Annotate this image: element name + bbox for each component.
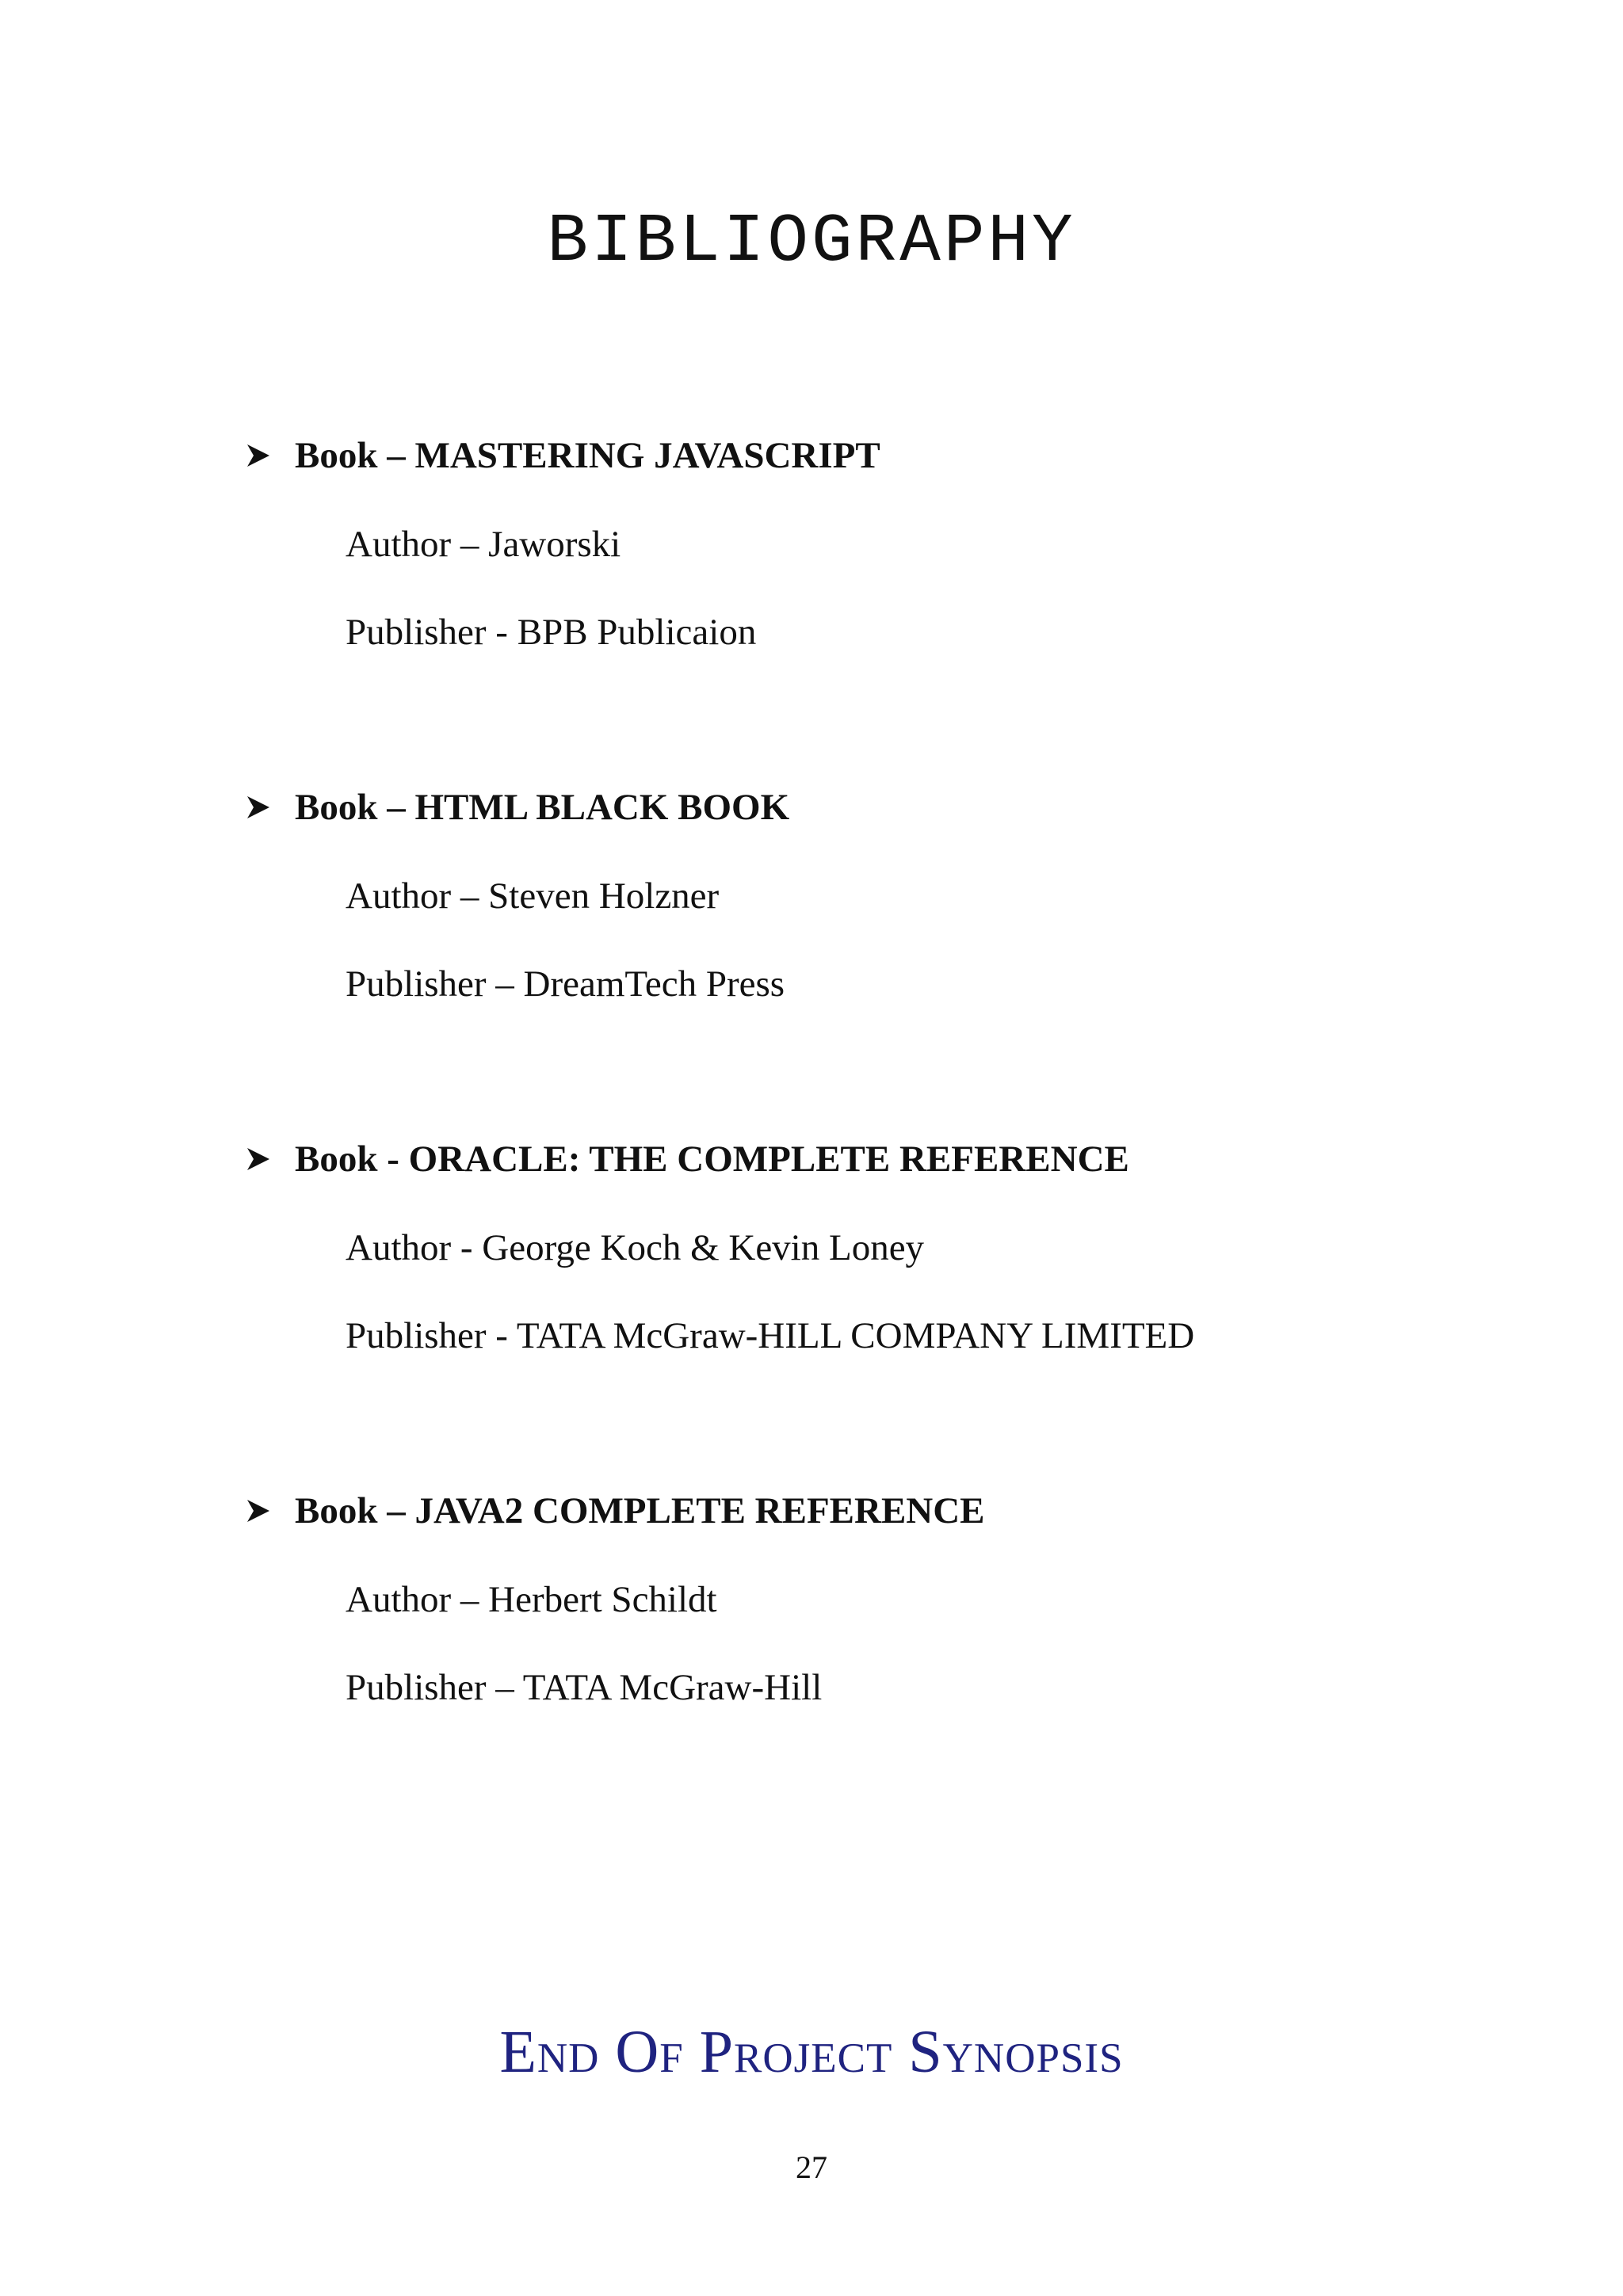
bibliography-entry	[244, 1487, 1512, 1711]
entry-heading	[244, 1487, 1512, 1535]
arrow-bullet-icon	[244, 441, 273, 470]
bibliography-entry	[244, 1135, 1512, 1360]
book-publisher: Publisher – DreamTech Press	[346, 963, 785, 1005]
book-title: Book – MASTERING JAVASCRIPT	[295, 434, 880, 476]
entry-heading	[244, 1135, 1512, 1183]
book-title: Book - ORACLE: THE COMPLETE REFERENCE	[295, 1138, 1129, 1180]
book-author: Author – Jaworski	[346, 523, 621, 565]
arrow-bullet-icon	[244, 1145, 273, 1173]
book-publisher: Publisher - TATA McGraw-HILL COMPANY LIMITED	[346, 1314, 1195, 1356]
entry-heading	[244, 432, 1512, 479]
bibliography-entry	[244, 784, 1512, 1008]
arrow-bullet-icon	[244, 793, 273, 822]
book-author: Author – Herbert Schildt	[346, 1578, 717, 1620]
book-author: Author – Steven Holzner	[346, 875, 720, 917]
bibliography-entry	[244, 432, 1512, 656]
page-number: 27	[796, 2149, 827, 2185]
book-title: Book – JAVA2 COMPLETE REFERENCE	[295, 1489, 985, 1531]
book-publisher: Publisher – TATA McGraw-Hill	[346, 1666, 823, 1708]
entry-heading	[244, 784, 1512, 831]
end-of-synopsis-heading: End Of Project Synopsis	[499, 2019, 1124, 2085]
book-title: Book – HTML BLACK BOOK	[295, 786, 790, 828]
page-title: BIBLIOGRAPHY	[547, 203, 1076, 280]
book-publisher: Publisher - BPB Publicaion	[346, 611, 757, 653]
arrow-bullet-icon	[244, 1497, 273, 1525]
book-author: Author - George Koch & Kevin Loney	[346, 1226, 925, 1268]
